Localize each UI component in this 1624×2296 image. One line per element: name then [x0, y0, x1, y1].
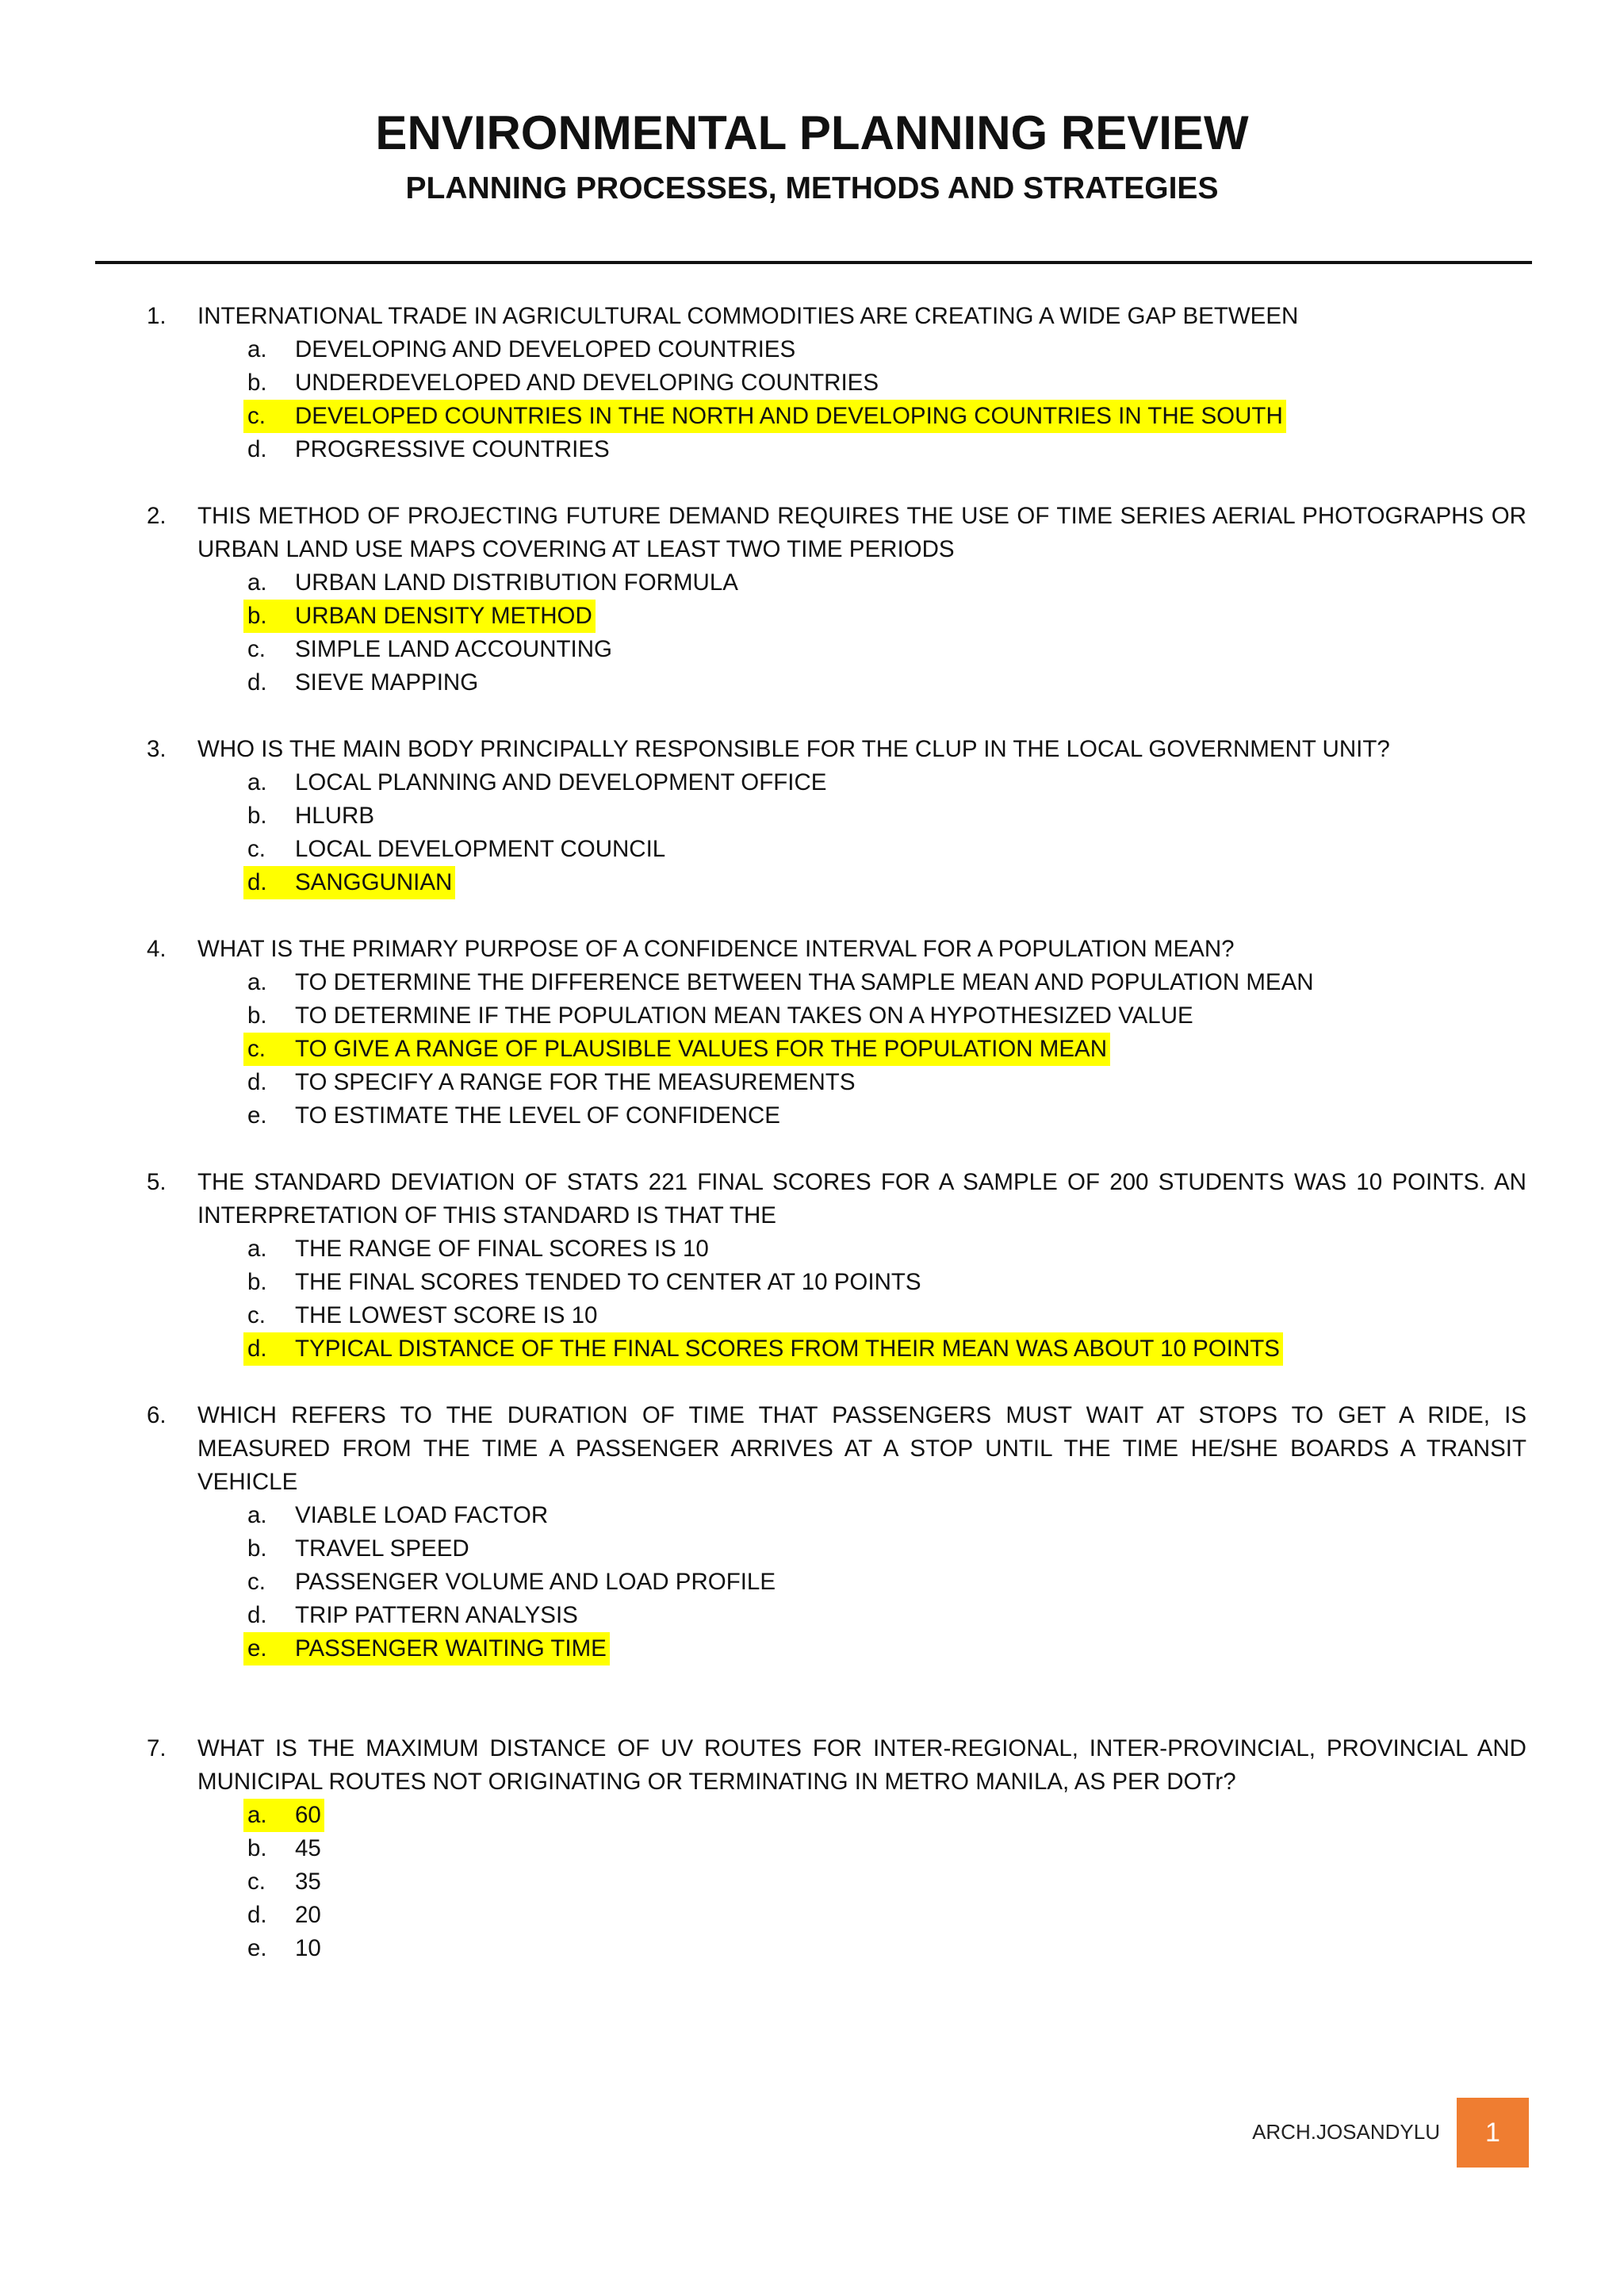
option-item — [0, 433, 1624, 466]
question-stem — [0, 1166, 1526, 1232]
question-number: 4. — [147, 936, 167, 962]
option-item-answer — [0, 1332, 1624, 1366]
option-text: HLURB — [295, 803, 374, 829]
question-item — [0, 1732, 1624, 1965]
option-list — [0, 566, 1624, 700]
option-letter: a. — [247, 569, 267, 596]
option-letter: d. — [247, 1602, 267, 1628]
option-item-answer — [0, 1799, 1624, 1832]
option-item-answer — [0, 1632, 1624, 1665]
option-item — [0, 633, 1624, 666]
option-letter: d. — [247, 1902, 267, 1928]
option-item — [0, 1232, 1624, 1266]
option-letter: c. — [247, 403, 266, 429]
question-list — [0, 300, 1624, 1999]
option-list — [0, 966, 1624, 1133]
answer-highlight — [243, 400, 1286, 433]
question-number: 6. — [147, 1402, 167, 1428]
option-item — [0, 1532, 1624, 1566]
option-text: TYPICAL DISTANCE OF THE FINAL SCORES FROM THEIR MEAN WAS ABOUT 10 POINTS — [295, 1336, 1280, 1362]
option-text: SANGGUNIAN — [295, 869, 453, 895]
question-item — [0, 1166, 1624, 1366]
question-stem — [0, 733, 1526, 766]
option-text: DEVELOPING AND DEVELOPED COUNTRIES — [295, 336, 796, 362]
question-item — [0, 733, 1624, 899]
option-text: THE FINAL SCORES TENDED TO CENTER AT 10 POINTS — [295, 1269, 921, 1295]
option-text: TO DETERMINE IF THE POPULATION MEAN TAKES ON A HYPOTHESIZED VALUE — [295, 1002, 1193, 1029]
option-letter: e. — [247, 1935, 267, 1961]
option-text: TRIP PATTERN ANALYSIS — [295, 1602, 578, 1628]
option-letter: b. — [247, 370, 267, 396]
question-stem — [0, 1399, 1526, 1499]
option-list — [0, 1232, 1624, 1366]
header-divider — [95, 261, 1532, 264]
option-text: LOCAL PLANNING AND DEVELOPMENT OFFICE — [295, 769, 827, 795]
question-stem — [0, 1732, 1526, 1799]
option-letter: e. — [247, 1102, 267, 1129]
question-item — [0, 500, 1624, 700]
option-text: 45 — [295, 1835, 321, 1861]
option-letter: d. — [247, 1069, 267, 1095]
answer-highlight — [243, 866, 455, 899]
option-letter: d. — [247, 869, 267, 895]
option-letter: c. — [247, 1036, 266, 1062]
option-text: LOCAL DEVELOPMENT COUNCIL — [295, 836, 666, 862]
answer-highlight — [243, 600, 596, 633]
option-list — [0, 333, 1624, 466]
option-text: 60 — [295, 1802, 321, 1828]
page-subtitle: PLANNING PROCESSES, METHODS AND STRATEGIES — [405, 171, 1219, 205]
option-text: VIABLE LOAD FACTOR — [295, 1502, 549, 1528]
option-letter: c. — [247, 1302, 266, 1328]
option-item — [0, 1066, 1624, 1099]
option-text: DEVELOPED COUNTRIES IN THE NORTH AND DEVELOPING COUNTRIES IN THE SOUTH — [295, 403, 1283, 429]
option-letter: a. — [247, 336, 267, 362]
option-text: PASSENGER WAITING TIME — [295, 1635, 607, 1662]
option-letter: b. — [247, 1535, 267, 1562]
option-text: 10 — [295, 1935, 321, 1961]
option-letter: a. — [247, 1502, 267, 1528]
option-list — [0, 766, 1624, 899]
option-text: TO ESTIMATE THE LEVEL OF CONFIDENCE — [295, 1102, 780, 1129]
option-letter: c. — [247, 636, 266, 662]
option-letter: b. — [247, 1002, 267, 1029]
option-letter: d. — [247, 1336, 267, 1362]
option-text: TO SPECIFY A RANGE FOR THE MEASUREMENTS — [295, 1069, 856, 1095]
answer-highlight — [243, 1332, 1283, 1366]
footer-author: ARCH.JOSANDYLU — [1252, 2120, 1440, 2144]
option-item-answer — [0, 600, 1624, 633]
question-item — [0, 933, 1624, 1133]
option-text: TO GIVE A RANGE OF PLAUSIBLE VALUES FOR THE POPULATION MEAN — [295, 1036, 1108, 1062]
question-stem — [0, 300, 1526, 333]
question-text: WHAT IS THE MAXIMUM DISTANCE OF UV ROUTES FOR INTER-REGIONAL, INTER-PROVINCIAL, PROVINCIAL AND MUNICIPAL ROUTES NOT ORIGINATING OR TERMINATING IN METRO MANILA, AS PER DOTr? — [197, 1735, 1526, 1795]
question-stem — [0, 933, 1526, 966]
page-title: ENVIRONMENTAL PLANNING REVIEW — [375, 106, 1249, 159]
option-letter: a. — [247, 1802, 267, 1828]
option-text: 20 — [295, 1902, 321, 1928]
option-letter: b. — [247, 1269, 267, 1295]
option-item — [0, 999, 1624, 1033]
option-letter: d. — [247, 669, 267, 696]
option-text: URBAN LAND DISTRIBUTION FORMULA — [295, 569, 738, 596]
question-number: 3. — [147, 736, 167, 762]
option-letter: a. — [247, 1236, 267, 1262]
page-number-badge: 1 — [1457, 2098, 1529, 2168]
option-item-answer — [0, 866, 1624, 899]
answer-highlight — [243, 1799, 324, 1832]
option-letter: e. — [247, 1635, 267, 1662]
option-item — [0, 833, 1624, 866]
option-item — [0, 1266, 1624, 1299]
option-item — [0, 1832, 1624, 1865]
option-item — [0, 366, 1624, 400]
option-item — [0, 566, 1624, 600]
question-item — [0, 300, 1624, 466]
question-number: 5. — [147, 1169, 167, 1195]
option-text: THE LOWEST SCORE IS 10 — [295, 1302, 598, 1328]
option-text: SIMPLE LAND ACCOUNTING — [295, 636, 612, 662]
question-text: WHICH REFERS TO THE DURATION OF TIME THAT PASSENGERS MUST WAIT AT STOPS TO GET A RIDE, IS MEASURED FROM THE TIME A PASSENGER ARRIVES AT A STOP UNTIL THE TIME HE/SHE BOARDS A TRANSIT VEHICLE — [197, 1402, 1526, 1495]
option-list — [0, 1799, 1624, 1965]
option-text: PASSENGER VOLUME AND LOAD PROFILE — [295, 1569, 776, 1595]
question-number: 2. — [147, 503, 167, 529]
question-text: THIS METHOD OF PROJECTING FUTURE DEMAND REQUIRES THE USE OF TIME SERIES AERIAL PHOTOGRAPHS OR URBAN LAND USE MAPS COVERING AT LEAST TWO TIME PERIODS — [197, 503, 1526, 562]
option-text: SIEVE MAPPING — [295, 669, 479, 696]
option-letter: c. — [247, 1569, 266, 1595]
question-number: 7. — [147, 1735, 167, 1761]
question-stem — [0, 500, 1526, 566]
option-item — [0, 799, 1624, 833]
option-item-answer — [0, 1033, 1624, 1066]
option-text: 35 — [295, 1869, 321, 1895]
option-item — [0, 1899, 1624, 1932]
option-item-answer — [0, 400, 1624, 433]
option-item — [0, 1566, 1624, 1599]
option-text: THE RANGE OF FINAL SCORES IS 10 — [295, 1236, 709, 1262]
option-letter: d. — [247, 436, 267, 462]
answer-highlight — [243, 1632, 610, 1665]
option-item — [0, 1599, 1624, 1632]
option-letter: c. — [247, 1869, 266, 1895]
option-letter: c. — [247, 836, 266, 862]
option-text: TRAVEL SPEED — [295, 1535, 469, 1562]
option-letter: b. — [247, 603, 267, 629]
question-text: WHAT IS THE PRIMARY PURPOSE OF A CONFIDENCE INTERVAL FOR A POPULATION MEAN? — [197, 936, 1235, 962]
option-item — [0, 333, 1624, 366]
option-letter: a. — [247, 769, 267, 795]
question-number: 1. — [147, 303, 167, 329]
option-item — [0, 666, 1624, 700]
option-text: UNDERDEVELOPED AND DEVELOPING COUNTRIES — [295, 370, 879, 396]
option-item — [0, 1299, 1624, 1332]
option-item — [0, 766, 1624, 799]
option-item — [0, 1865, 1624, 1899]
question-text: THE STANDARD DEVIATION OF STATS 221 FINAL SCORES FOR A SAMPLE OF 200 STUDENTS WAS 10 POINTS. AN INTERPRETATION OF THIS STANDARD IS THAT THE — [197, 1169, 1526, 1228]
option-text: PROGRESSIVE COUNTRIES — [295, 436, 610, 462]
question-text: WHO IS THE MAIN BODY PRINCIPALLY RESPONSIBLE FOR THE CLUP IN THE LOCAL GOVERNMENT UNIT? — [197, 736, 1390, 762]
question-text: INTERNATIONAL TRADE IN AGRICULTURAL COMMODITIES ARE CREATING A WIDE GAP BETWEEN — [197, 303, 1299, 329]
answer-highlight — [243, 1033, 1110, 1066]
option-letter: b. — [247, 803, 267, 829]
option-item — [0, 1932, 1624, 1965]
option-letter: a. — [247, 969, 267, 995]
option-text: URBAN DENSITY METHOD — [295, 603, 592, 629]
option-item — [0, 1099, 1624, 1133]
option-text: TO DETERMINE THE DIFFERENCE BETWEEN THA SAMPLE MEAN AND POPULATION MEAN — [295, 969, 1314, 995]
option-letter: b. — [247, 1835, 267, 1861]
option-list — [0, 1499, 1624, 1665]
option-item — [0, 1499, 1624, 1532]
question-item — [0, 1399, 1624, 1665]
option-item — [0, 966, 1624, 999]
